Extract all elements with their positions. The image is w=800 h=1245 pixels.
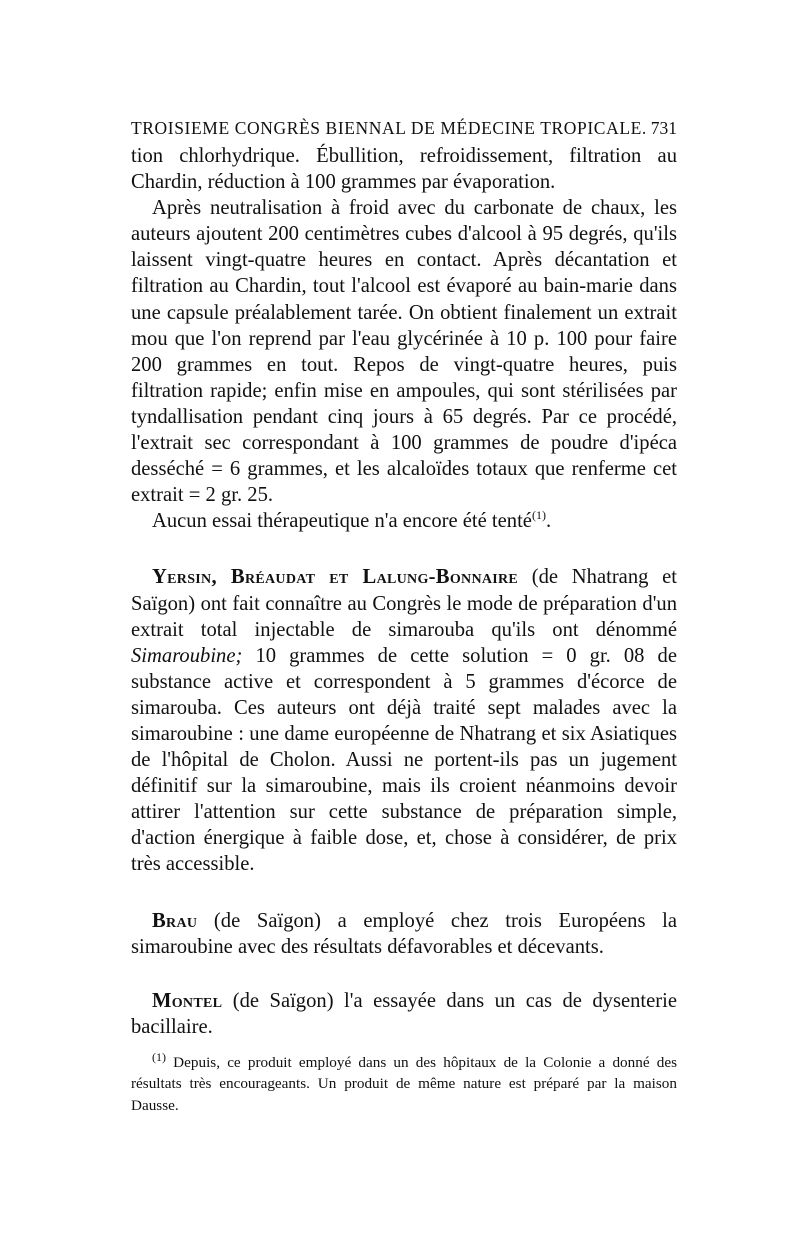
- footnote-reference: (1): [531, 508, 546, 523]
- footnote: [131, 1049, 677, 1117]
- authors-yersin: Yersin, Bréaudat et Lalung-Bonnaire: [152, 566, 519, 589]
- page-number: 731: [650, 118, 677, 138]
- author-montel: Montel: [152, 989, 223, 1012]
- footnote-text: Depuis, ce produit employé dans un des hôpitaux de la Colonie a donné des résultats très encourageants. Un produit de même nature est préparé par la maison Dausse.: [131, 1053, 677, 1114]
- paragraph-montel: [131, 988, 677, 1040]
- paragraph-yersin: [131, 564, 677, 877]
- montel-text: (de Saïgon) l'a essayée dans un cas de dysenterie bacillaire.: [131, 989, 677, 1038]
- running-header: [131, 118, 677, 139]
- no-trial-period: .: [545, 510, 552, 533]
- no-trial-text: Aucun essai thérapeutique n'a encore été tenté: [152, 510, 532, 533]
- paragraph-procedure: Après neutralisation à froid avec du carbonate de chaux, les auteurs ajoutent 200 centimètres cubes d'alcool à 95 degrés, qu'ils laissent vingt-quatre heures en contact. Après décantation et filtration au Chardin, tout l'alcool est évaporé au bain-marie dans une capsule préalablement tarée. On obtient finalement un extrait mou que l'on reprend par l'eau glycérinée à 10 p. 100 pour faire 200 grammes en tout. Repos de vingt-quatre heures, puis filtration rapide; enfin mise en ampoules, qui sont stérilisées par tyndallisation pendant cinq jours à 65 degrés. Par ce procédé, l'extrait sec correspondant à 100 grammes de poudre d'ipéca desséché = 6 grammes, et les alcaloïdes totaux que renferme cet extrait = 2 gr. 25.: [131, 197, 677, 507]
- paragraph-continuation: tion chlorhydrique. Ébullition, refroidissement, filtration au Chardin, réduction à 100 grammes par évaporation.: [131, 145, 677, 194]
- yersin-text-b: 10 grammes de cette solution = 0 gr. 08 de substance active et correspondent à 5 grammes d'écorce de simarouba. Ces auteurs ont déjà traité sept malades avec la simaroubine : une dame européenne de Nhatrang et six Asiatiques de l'hôpital de Cholon. Aussi ne portent-ils pas un jugement définitif sur la simaroubine, mais ils croient néanmoins devoir attirer l'attention sur cette substance de préparation simple, d'action énergique à faible dose, et, chose à considérer, de prix très accessible.: [131, 644, 677, 876]
- paragraph-no-trial: [131, 508, 677, 534]
- footnote-mark: (1): [152, 1049, 166, 1064]
- author-brau: Brau: [152, 909, 198, 932]
- document-page: [131, 118, 677, 1116]
- paragraph-brau: [131, 908, 677, 960]
- brau-text: (de Saïgon) a employé chez trois Européens la simaroubine avec des résultats défavorables et décevants.: [131, 909, 677, 958]
- running-title: TROISIEME CONGRÈS BIENNAL DE MÉDECINE TROPICALE.: [131, 118, 647, 138]
- yersin-text-a: (de Nhatrang et Saïgon) ont fait connaître au Congrès le mode de préparation d'un extrait total injectable de simarouba qu'ils ont dénommé: [131, 566, 677, 641]
- term-simaroubine: Simaroubine;: [131, 644, 243, 667]
